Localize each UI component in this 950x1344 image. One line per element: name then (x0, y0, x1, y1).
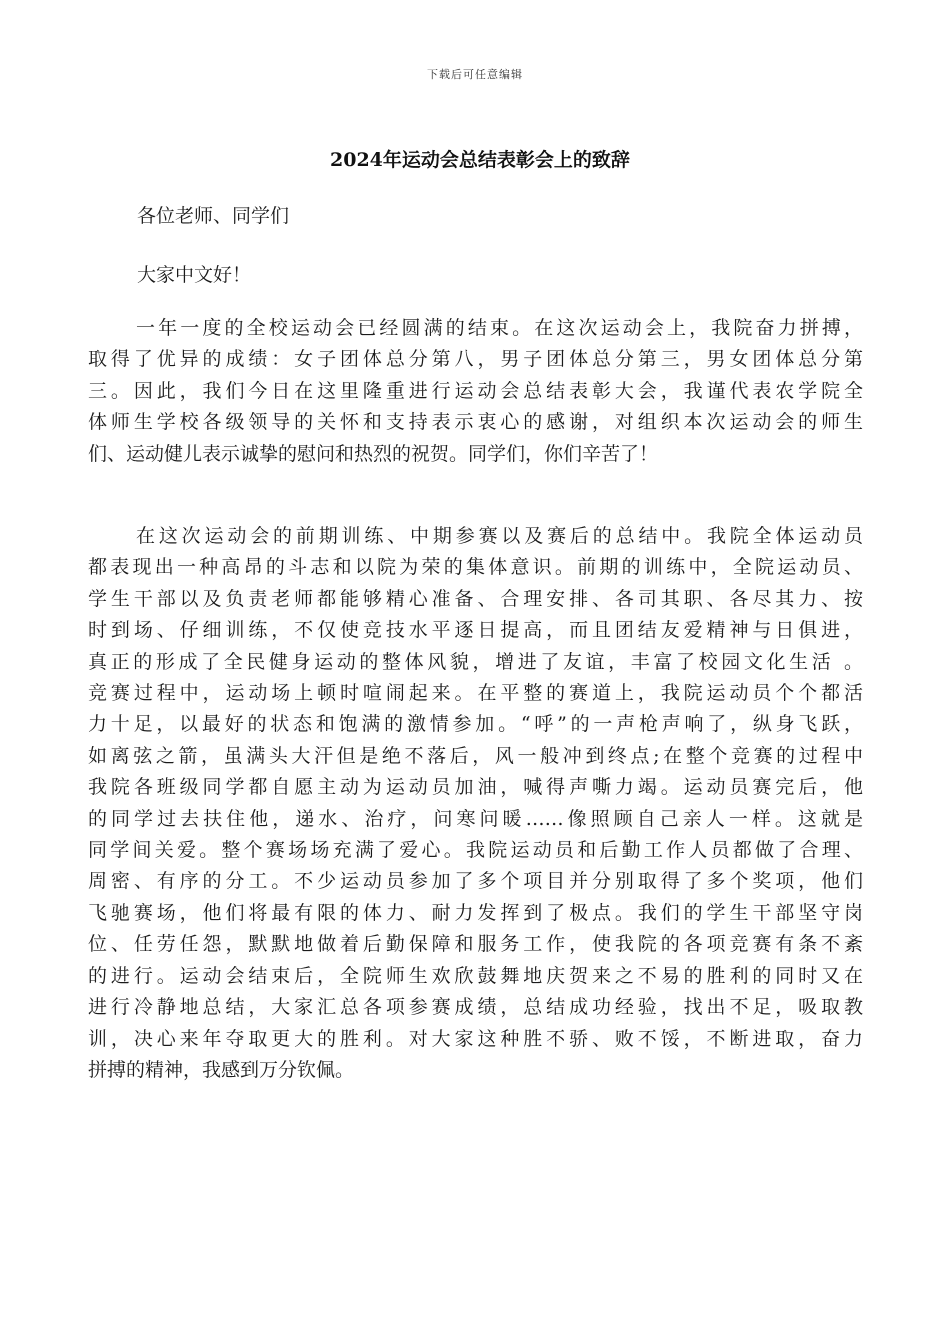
text-line: 的进行。运动会结束后，全院师生欢欣鼓舞地庆贺来之不易的胜利的同时又在 (88, 964, 863, 987)
text-line: 学生干部以及负责老师都能够精心准备、合理安排、各司其职、各尽其力、按 (88, 587, 863, 610)
text-line: 取得了优异的成绩：女子团体总分第八，男子团体总分第三，男女团体总分第 (88, 348, 863, 371)
paragraph-training-competition (88, 521, 863, 1086)
text-line: 进行冷静地总结，大家汇总各项参赛成绩，总结成功经验，找出不足，吸取教 (88, 996, 863, 1019)
text-line: 拼搏的精神，我感到万分钦佩。 (88, 1058, 355, 1081)
text-line: 在这次运动会的前期训练、中期参赛以及赛后的总结中。我院全体运动员 (136, 525, 863, 547)
text-line: 位、任劳任怨，默默地做着后勤保障和服务工作，使我院的各项竞赛有条不紊 (88, 933, 863, 956)
text-line: 如离弦之箭，虽满头大汗但是绝不落后，风一般冲到终点;在整个竞赛的过程中 (88, 744, 863, 767)
text-line: 时到场、仔细训练，不仅使竞技水平逐日提高，而且团结友爱精神与日俱进， (88, 619, 863, 642)
text-line: 的同学过去扶住他，递水、治疗，问寒问暖……像照顾自己亲人一样。这就是 (88, 807, 863, 830)
text-line: 竞赛过程中，运动场上顿时喧闹起来。在平整的赛道上，我院运动员个个都活 (88, 682, 863, 705)
text-line: 体师生学校各级领导的关怀和支持表示衷心的感谢，对组织本次运动会的师生 (88, 411, 863, 434)
document-title: 2024年运动会总结表彰会上的致辞 (330, 149, 630, 171)
text-line: 周密、有序的分工。不少运动员参加了多个项目并分别取得了多个奖项，他们 (88, 870, 863, 893)
text-line: 真正的形成了全民健身运动的整体风貌，增进了友谊，丰富了校园文化生活 。 (88, 650, 863, 673)
header-note: 下载后可任意编辑 (427, 68, 523, 81)
text-line: 都表现出一种高昂的斗志和以院为荣的集体意识。前期的训练中，全院运动员、 (88, 556, 863, 579)
text-line: 力十足，以最好的状态和饱满的激情参加。“呼”的一声枪声响了，纵身飞跃， (88, 713, 863, 736)
greeting-hello: 大家中文好！ (137, 264, 252, 286)
text-line: 一年一度的全校运动会已经圆满的结束。在这次运动会上，我院奋力拼搏， (136, 317, 863, 339)
greeting-teachers-students: 各位老师、同学们 (137, 205, 290, 227)
text-line: 们、运动健儿表示诚挚的慰问和热烈的祝贺。同学们，你们辛苦了！ (88, 442, 659, 465)
text-line: 同学间关爱。整个赛场场充满了爱心。我院运动员和后勤工作人员都做了合理、 (88, 839, 863, 862)
text-line: 飞驰赛场，他们将最有限的体力、耐力发挥到了极点。我们的学生干部坚守岗 (88, 901, 863, 924)
text-line: 训，决心来年夺取更大的胜利。对大家这种胜不骄、败不馁，不断进取，奋力 (88, 1027, 863, 1050)
paragraph-results (88, 313, 863, 470)
text-line: 我院各班级同学都自愿主动为运动员加油，喊得声嘶力竭。运动员赛完后，他 (88, 776, 863, 799)
text-line: 三。因此，我们今日在这里隆重进行运动会总结表彰大会，我谨代表农学院全 (88, 379, 863, 402)
